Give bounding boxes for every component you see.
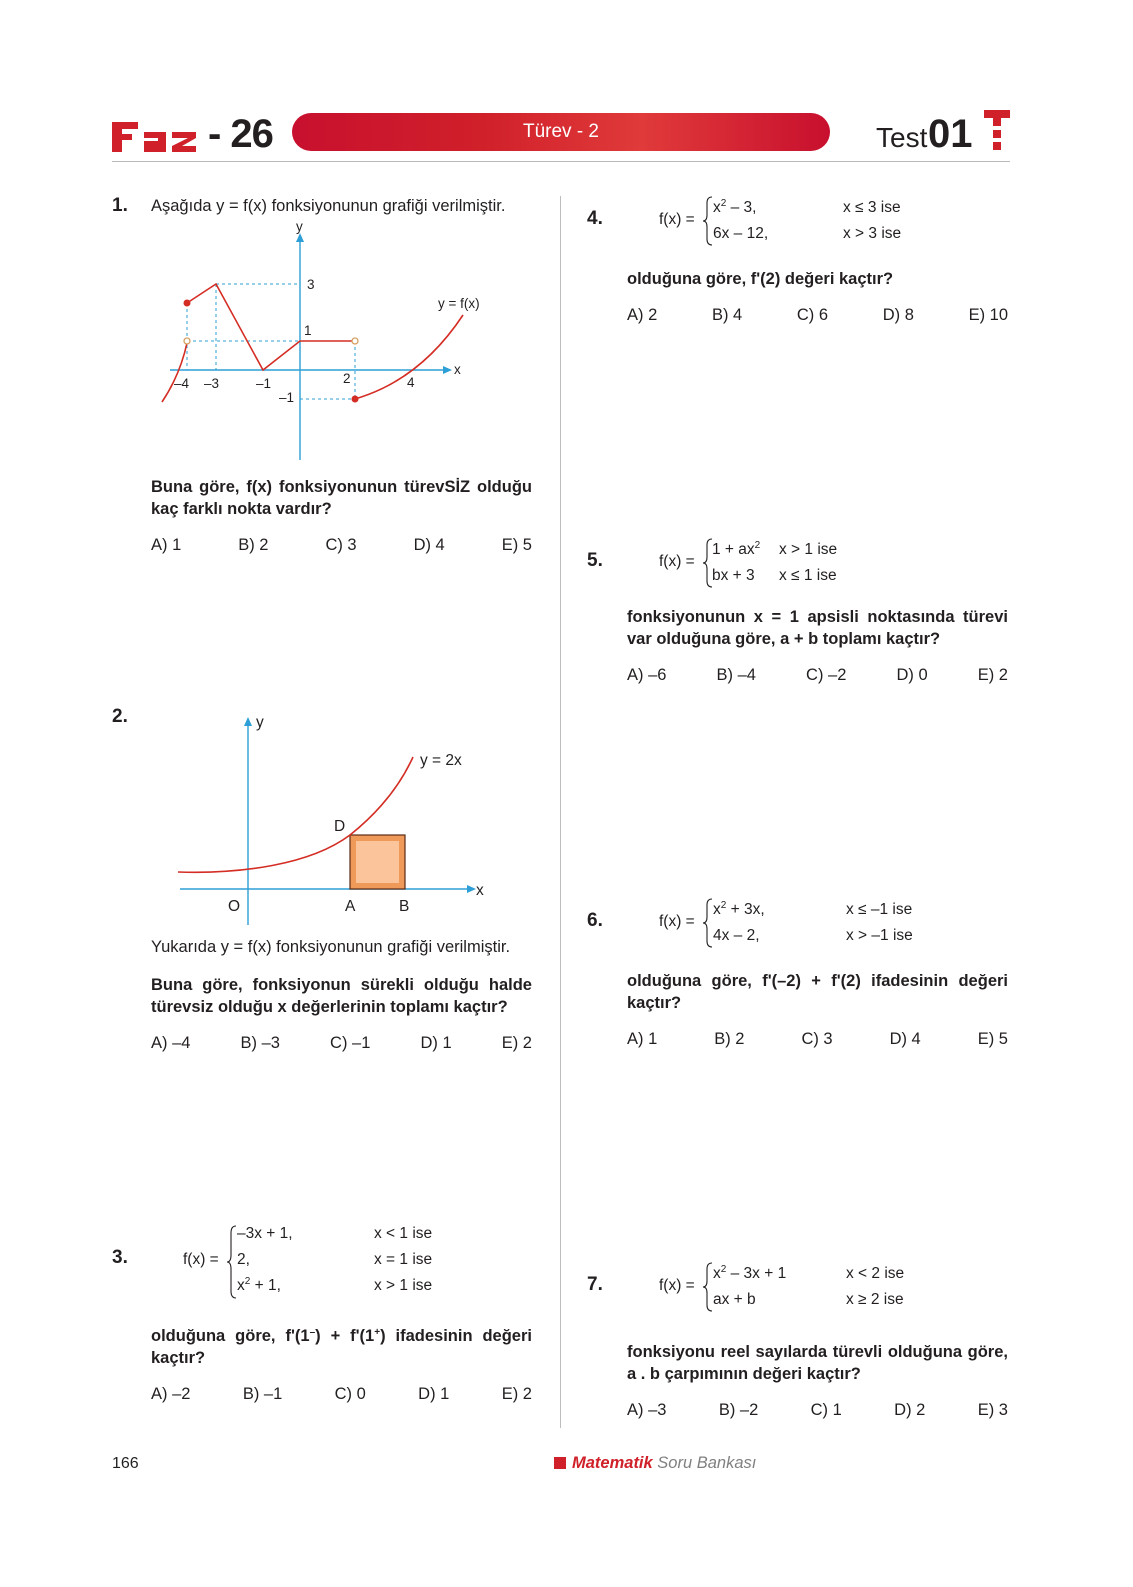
question-7-number: 7. (587, 1274, 603, 1295)
q2-label-o: O (228, 898, 241, 915)
q7-fx-label: f(x) = (659, 1277, 695, 1294)
q7-option-e[interactable]: E) 3 (977, 1401, 1008, 1419)
q1-label-y3: 3 (307, 277, 315, 292)
page-number: 166 (112, 1455, 139, 1472)
q5-piece-1-expr: $1 + ax^2$ (712, 540, 761, 558)
q5-piece-2-cond: x ≤ 1 ise (779, 567, 837, 584)
q6-option-c[interactable]: C) 3 (801, 1030, 833, 1048)
q2-square-inner (356, 841, 399, 883)
q1-option-c[interactable]: C) 3 (325, 536, 357, 554)
q4-option-d[interactable]: D) 8 (882, 306, 914, 324)
q5-option-e[interactable]: E) 2 (977, 666, 1008, 684)
q3-option-a[interactable]: A) –2 (151, 1385, 191, 1403)
question-6-number: 6. (587, 910, 603, 931)
question-2-number: 2. (112, 706, 128, 727)
question-1-graph (150, 215, 500, 470)
q3-piece-1-expr: –3x + 1, (237, 1225, 293, 1242)
q2-option-c[interactable]: C) –1 (330, 1034, 371, 1052)
q1-label-y1: 1 (304, 323, 312, 338)
question-1-options (151, 536, 532, 555)
question-2-intro: Yukarıda y = f(x) fonksiyonunun grafiği verilmiştir. (151, 938, 511, 956)
q6-option-e[interactable]: E) 5 (977, 1030, 1008, 1048)
q1-label-x4: 4 (407, 375, 415, 390)
q5-option-a[interactable]: A) –6 (627, 666, 667, 684)
q1-y-axis-label: y (296, 219, 303, 234)
question-3-prompt: olduğuna göre, f'(1–) + f'(1+) ifadesinin değeri kaçtır? (151, 1327, 532, 1367)
q2-y-axis-label: y (256, 714, 264, 731)
q5-option-c[interactable]: C) –2 (806, 666, 847, 684)
question-2-options (151, 1034, 532, 1053)
q2-label-b: B (399, 898, 410, 915)
q6-option-a[interactable]: A) 1 (627, 1030, 658, 1048)
q7-option-d[interactable]: D) 2 (894, 1401, 926, 1419)
q6-fx-label: f(x) = (659, 913, 695, 930)
q1-x-axis-label: x (454, 362, 461, 377)
q5-piece-1-cond: x > 1 ise (779, 541, 838, 558)
q2-label-a: A (345, 898, 356, 915)
header-rule (112, 161, 1010, 162)
q4-option-c[interactable]: C) 6 (796, 306, 829, 324)
q1-label-x2: 2 (343, 371, 351, 386)
question-1-prompt: Buna göre, f(x) fonksiyonunun türevSİZ olduğu kaç farklı nokta vardır? (151, 478, 532, 518)
q6-piece-2-cond: x > –1 ise (846, 927, 913, 944)
q3-fx-label: f(x) = (183, 1251, 219, 1268)
question-6-prompt: olduğuna göre, f'(–2) + f'(2) ifadesinin değeri kaçtır? (627, 972, 1008, 1012)
q1-label-xm1: –1 (256, 376, 272, 391)
section-banner: Türev - 2 (292, 113, 830, 151)
q1-open-point (352, 338, 358, 344)
q5-option-d[interactable]: D) 0 (896, 666, 928, 684)
logo-number: - 26 (208, 112, 273, 156)
q2-x-arrow-icon (467, 885, 476, 893)
q5-fx-label: f(x) = (659, 553, 695, 570)
q4-piece-2-cond: x > 3 ise (843, 225, 902, 242)
q1-label-xm4: –4 (174, 376, 190, 391)
q3-piece-2-cond: x = 1 ise (374, 1251, 433, 1268)
column-divider (560, 196, 561, 1428)
q4-piece-2-expr: 6x – 12, (713, 225, 769, 242)
question-4-prompt: olduğuna göre, f'(2) değeri kaçtır? (627, 270, 894, 288)
question-6-options (627, 1030, 1008, 1049)
question-2-graph (170, 705, 500, 930)
q6-piece-1-expr: $x^2 + 3x$, (713, 900, 765, 918)
q4-option-a[interactable]: A) 2 (627, 306, 658, 324)
q2-label-d: D (334, 818, 346, 835)
q7-option-c[interactable]: C) 1 (810, 1401, 842, 1419)
q1-option-b[interactable]: B) 2 (238, 536, 269, 554)
q4-option-e[interactable]: E) 10 (968, 306, 1008, 324)
q2-x-axis-label: x (476, 882, 484, 899)
q3-piece-3-expr: $x^2 + 1$, (237, 1276, 281, 1294)
question-5-prompt: fonksiyonunun x = 1 apsisli noktasında türevi var olduğuna göre, a + b toplamı kaçtır? (627, 608, 1008, 648)
q4-fx-label: f(x) = (659, 211, 695, 228)
q5-piece-2-expr: bx + 3 (712, 567, 755, 584)
q1-label-xm3: –3 (204, 376, 220, 391)
question-3-options (151, 1385, 532, 1404)
q4-piece-1-expr: $x^2 - 3$, (713, 198, 757, 216)
q1-option-d[interactable]: D) 4 (413, 536, 445, 554)
q6-option-d[interactable]: D) 4 (889, 1030, 921, 1048)
question-3-number: 3. (112, 1247, 128, 1268)
q6-piece-2-expr: 4x – 2, (713, 927, 760, 944)
q2-option-b[interactable]: B) –3 (240, 1034, 280, 1052)
q4-piece-1-cond: x ≤ 3 ise (843, 199, 901, 216)
question-7-options (627, 1401, 1008, 1420)
q1-open-point (184, 338, 190, 344)
q2-option-e[interactable]: E) 2 (501, 1034, 532, 1052)
q3-option-c[interactable]: C) 0 (334, 1385, 366, 1403)
q7-piece-1-expr: $x^2 - 3x + 1$ (713, 1264, 787, 1282)
q3-piece-3-cond: x > 1 ise (374, 1277, 433, 1294)
question-5-number: 5. (587, 550, 603, 571)
test-label: Test (876, 122, 928, 153)
q1-x-arrow-icon (443, 366, 452, 374)
q3-option-b[interactable]: B) –1 (242, 1385, 283, 1403)
q1-filled-point (184, 300, 191, 307)
q1-filled-point (352, 396, 359, 403)
q2-option-d[interactable]: D) 1 (420, 1034, 452, 1052)
question-4-options (627, 306, 1008, 325)
q3-option-d[interactable]: D) 1 (418, 1385, 450, 1403)
q1-option-e[interactable]: E) 5 (501, 536, 532, 554)
q7-option-a[interactable]: A) –3 (627, 1401, 667, 1419)
question-7-prompt: fonksiyonu reel sayılarda türevli olduğuna göre, a . b çarpımının değeri kaçtır? (627, 1343, 1008, 1383)
q2-curve-label: y = 2x (420, 752, 462, 769)
question-1-intro: Aşağıda y = f(x) fonksiyonunun grafiği verilmiştir. (151, 197, 506, 215)
q7-piece-2-cond: x ≥ 2 ise (846, 1291, 904, 1308)
question-4-number: 4. (587, 208, 603, 229)
q4-option-b[interactable]: B) 4 (711, 306, 743, 324)
q6-piece-1-cond: x ≤ –1 ise (846, 901, 913, 918)
q2-option-a[interactable]: A) –4 (151, 1034, 191, 1052)
q7-option-b[interactable]: B) –2 (718, 1401, 759, 1419)
test-number: 01 (928, 112, 973, 156)
q1-option-a[interactable]: A) 1 (151, 536, 182, 554)
q2-y-arrow-icon (244, 717, 252, 726)
q5-option-b[interactable]: B) –4 (716, 666, 756, 684)
q7-piece-2-expr: ax + b (713, 1291, 756, 1308)
question-2-prompt: Buna göre, fonksiyonun sürekli olduğu halde türevsiz olduğu x değerlerinin toplamı kaçtır? (151, 976, 532, 1016)
question-5-options (627, 666, 1008, 685)
q1-label-ym1: –1 (279, 390, 295, 405)
question-1-number: 1. (112, 195, 128, 216)
q3-piece-1-cond: x < 1 ise (374, 1225, 433, 1242)
brand-square-icon (554, 1457, 566, 1469)
q1-y-arrow-icon (296, 233, 304, 242)
brand-mark-icon (984, 110, 1010, 152)
footer-brand: Matematik Soru Bankası (554, 1454, 756, 1473)
q3-option-e[interactable]: E) 2 (501, 1385, 532, 1403)
q3-piece-2-expr: 2, (237, 1251, 250, 1268)
q1-curve-label: y = f(x) (438, 296, 480, 311)
q6-option-b[interactable]: B) 2 (714, 1030, 745, 1048)
q7-piece-1-cond: x < 2 ise (846, 1265, 905, 1282)
